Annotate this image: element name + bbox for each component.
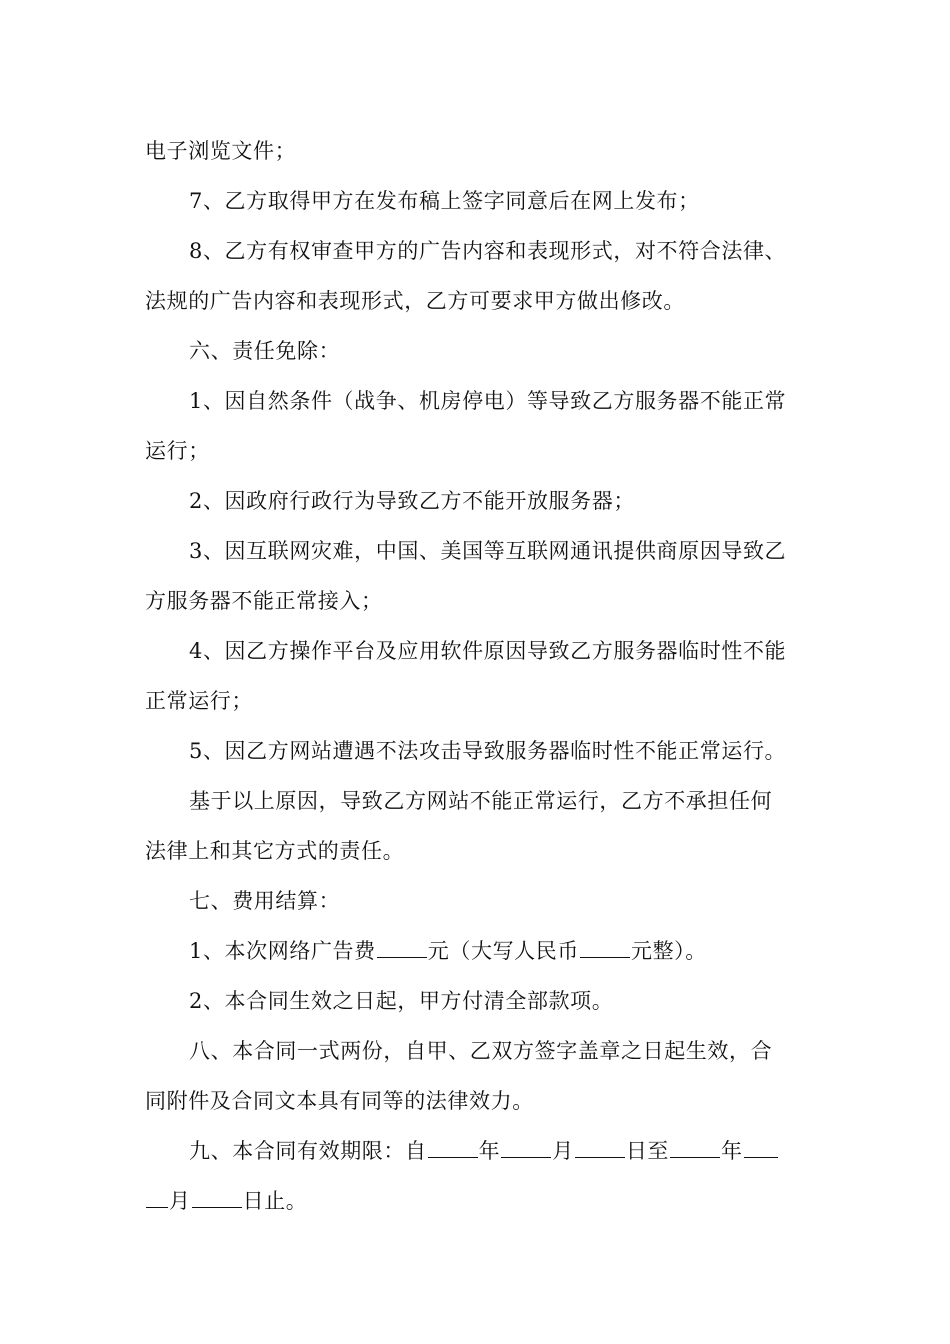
text-line: 法律上和其它方式的责任。 [145,839,405,863]
term-text: 九、本合同有效期限：自 [189,1139,427,1163]
text-line: 运行； [145,439,210,463]
fee-amount-blank [377,937,427,958]
text-line: 1、因自然条件（战争、机房停电）等导致乙方服务器不能正常 [189,389,787,413]
text-line: 8、乙方有权审查甲方的广告内容和表现形式，对不符合法律、 [189,239,787,263]
term-text: 日止。 [242,1189,308,1213]
text-line: 八、本合同一式两份，自甲、乙双方签字盖章之日起生效，合 [189,1039,773,1063]
term-line [189,1136,869,1166]
end-year-blank [670,1137,720,1158]
end-month-blank-start [744,1137,778,1158]
end-day-blank [192,1187,242,1208]
term-text: 日至 [625,1139,670,1163]
text-line: 电子浏览文件； [145,139,297,163]
fee-text: 元整）。 [630,939,707,963]
text-line: 4、因乙方操作平台及应用软件原因导致乙方服务器临时性不能 [189,639,787,663]
fee-line [189,936,869,966]
term-text: 月 [552,1139,574,1163]
term-text: 年 [721,1139,743,1163]
start-year-blank [428,1137,478,1158]
text-line: 法规的广告内容和表现形式，乙方可要求甲方做出修改。 [145,289,685,313]
term-text: 年 [478,1139,501,1163]
text-line: 正常运行； [145,689,253,713]
fee-text: 1、本次网络广告费 [189,939,376,963]
text-line: 方服务器不能正常接入； [145,589,383,613]
section-heading: 七、费用结算： [189,889,341,913]
text-line: 2、因政府行政行为导致乙方不能开放服务器； [189,489,635,513]
section-heading: 六、责任免除： [189,339,341,363]
text-line: 2、本合同生效之日起，甲方付清全部款项。 [189,989,614,1013]
text-line: 基于以上原因，导致乙方网站不能正常运行，乙方不承担任何 [189,789,773,813]
text-line: 5、因乙方网站遭遇不法攻击导致服务器临时性不能正常运行。 [189,739,787,763]
start-day-blank [575,1137,625,1158]
text-line: 3、因互联网灾难，中国、美国等互联网通讯提供商原因导致乙 [189,539,787,563]
end-month-blank-end [146,1187,168,1208]
text-line: 7、乙方取得甲方在发布稿上签字同意后在网上发布； [189,189,700,213]
term-line-continued [145,1186,825,1216]
fee-text: 元（大写人民币 [427,939,579,963]
fee-uppercase-blank [580,937,630,958]
start-month-blank [501,1137,551,1158]
term-text: 月 [169,1189,191,1213]
text-line: 同附件及合同文本具有同等的法律效力。 [145,1089,534,1113]
